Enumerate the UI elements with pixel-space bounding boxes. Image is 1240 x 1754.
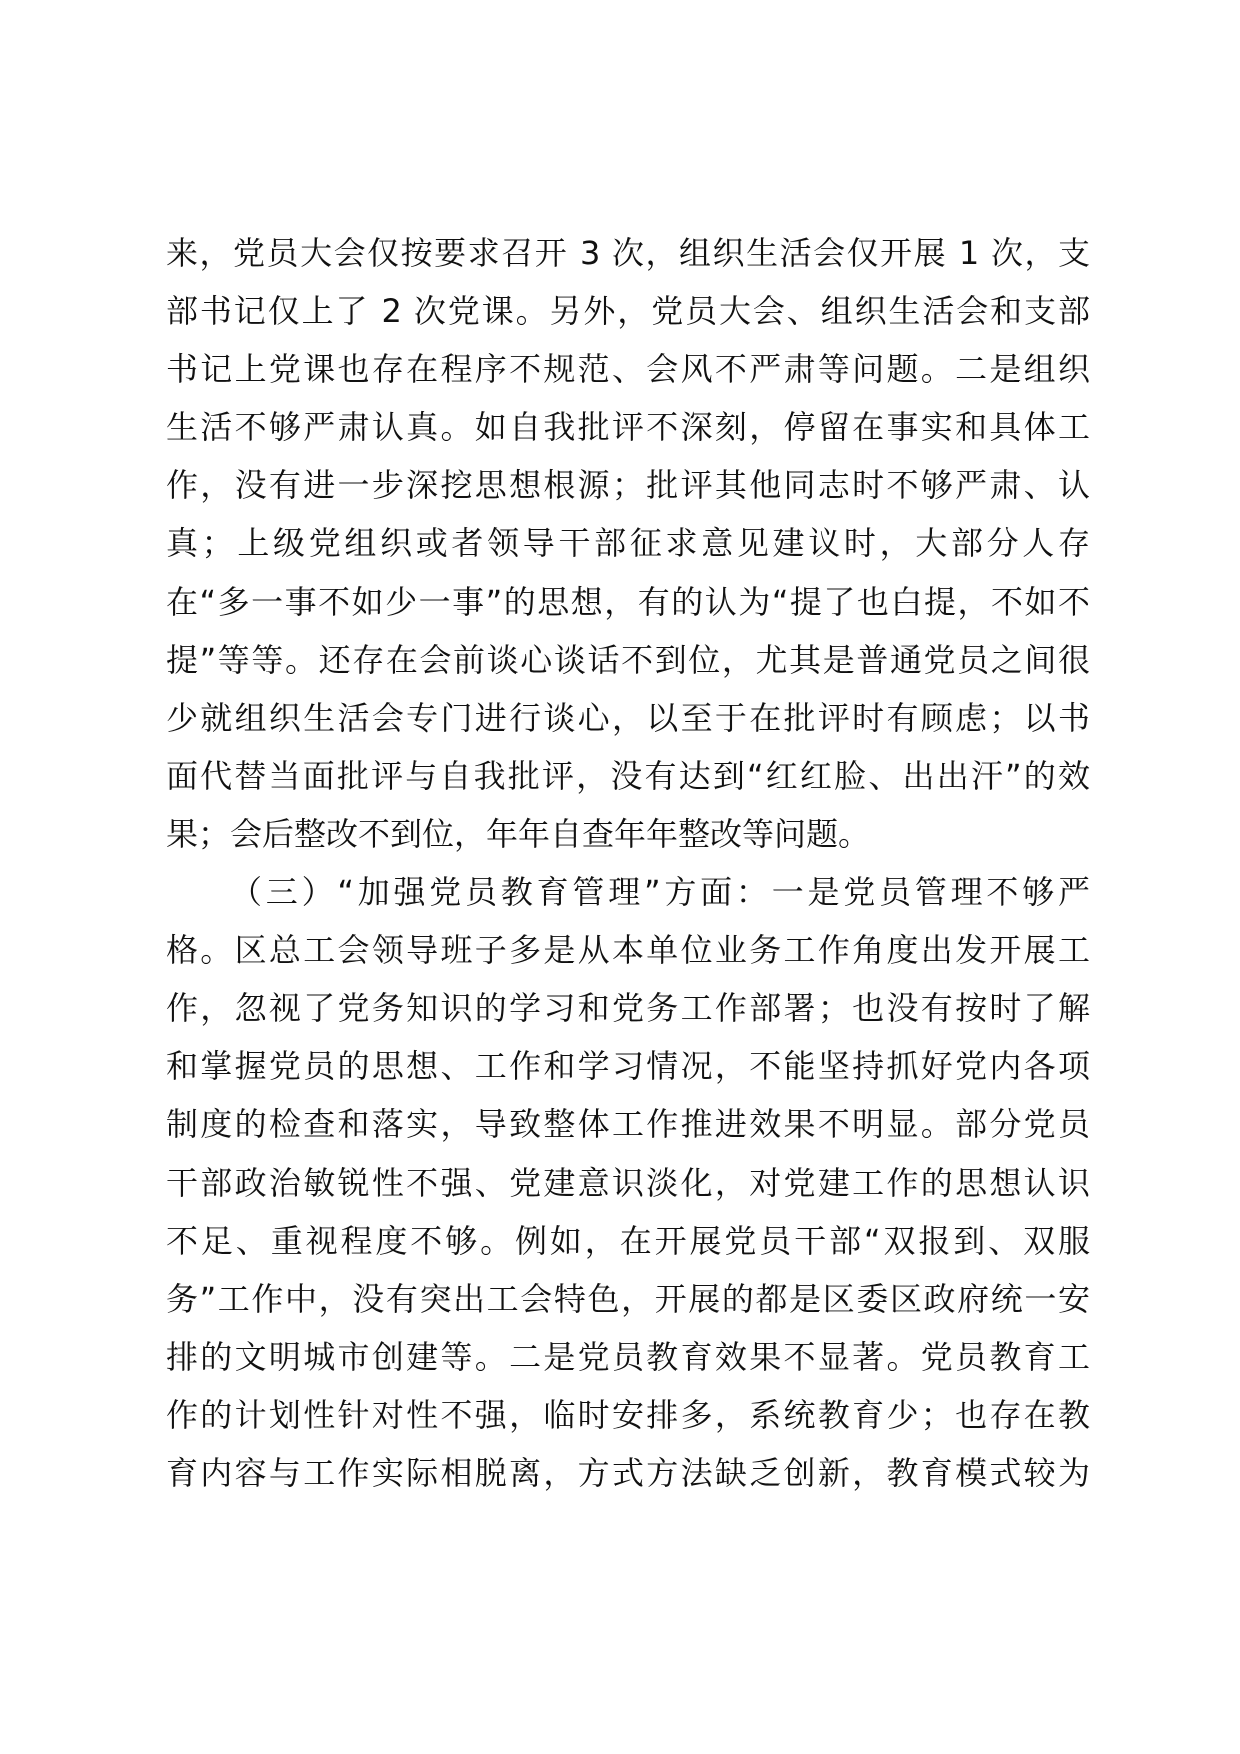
- text-line: 作，忽视了党务知识的学习和党务工作部署；也没有按时了解: [166, 989, 1090, 1028]
- body-text: [166, 224, 1090, 1502]
- text-line: 面代替当面批评与自我批评，没有达到“红红脸、出出汗”的效: [166, 756, 1090, 795]
- text-line: 作的计划性针对性不强，临时安排多，系统教育少；也存在教: [166, 1395, 1090, 1434]
- text-line: 书记上党课也存在程序不规范、会风不严肃等问题。二是组织: [166, 350, 1090, 389]
- text-line: 育内容与工作实际相脱离，方式方法缺乏创新，教育模式较为: [166, 1453, 1090, 1492]
- text-line: 在“多一事不如少一事”的思想，有的认为“提了也白提，不如不: [166, 582, 1090, 621]
- text-line: 提”等等。还存在会前谈心谈话不到位，尤其是普通党员之间很: [166, 640, 1090, 679]
- text-line: 格。区总工会领导班子多是从本单位业务工作角度出发开展工: [166, 931, 1090, 970]
- text-line: 部书记仅上了 2 次党课。另外，党员大会、组织生活会和支部: [166, 292, 1090, 331]
- text-line: 和掌握党员的思想、工作和学习情况，不能坚持抓好党内各项: [166, 1047, 1090, 1086]
- text-line: 制度的检查和落实，导致整体工作推进效果不明显。部分党员: [166, 1105, 1090, 1144]
- text-line: 排的文明城市创建等。二是党员教育效果不显著。党员教育工: [166, 1337, 1090, 1376]
- text-line: 干部政治敏锐性不强、党建意识淡化，对党建工作的思想认识: [166, 1163, 1090, 1202]
- text-line: 真；上级党组织或者领导干部征求意见建议时，大部分人存: [166, 524, 1090, 563]
- text-line: 不足、重视程度不够。例如，在开展党员干部“双报到、双服: [166, 1221, 1090, 1260]
- text-line: 少就组织生活会专门进行谈心，以至于在批评时有顾虑；以书: [166, 698, 1090, 737]
- text-line: 生活不够严肃认真。如自我批评不深刻，停留在事实和具体工: [166, 408, 1090, 447]
- text-line: 来，党员大会仅按要求召开 3 次，组织生活会仅开展 1 次，支: [166, 234, 1090, 272]
- text-line-paragraph-end: 果；会后整改不到位，年年自查年年整改等问题。: [166, 814, 871, 853]
- text-line: 务”工作中，没有突出工会特色，开展的都是区委区政府统一安: [166, 1279, 1090, 1318]
- section-heading-line: （三）“加强党员教育管理”方面：一是党员管理不够严: [230, 873, 1090, 912]
- text-line: 作，没有进一步深挖思想根源；批评其他同志时不够严肃、认: [166, 466, 1090, 505]
